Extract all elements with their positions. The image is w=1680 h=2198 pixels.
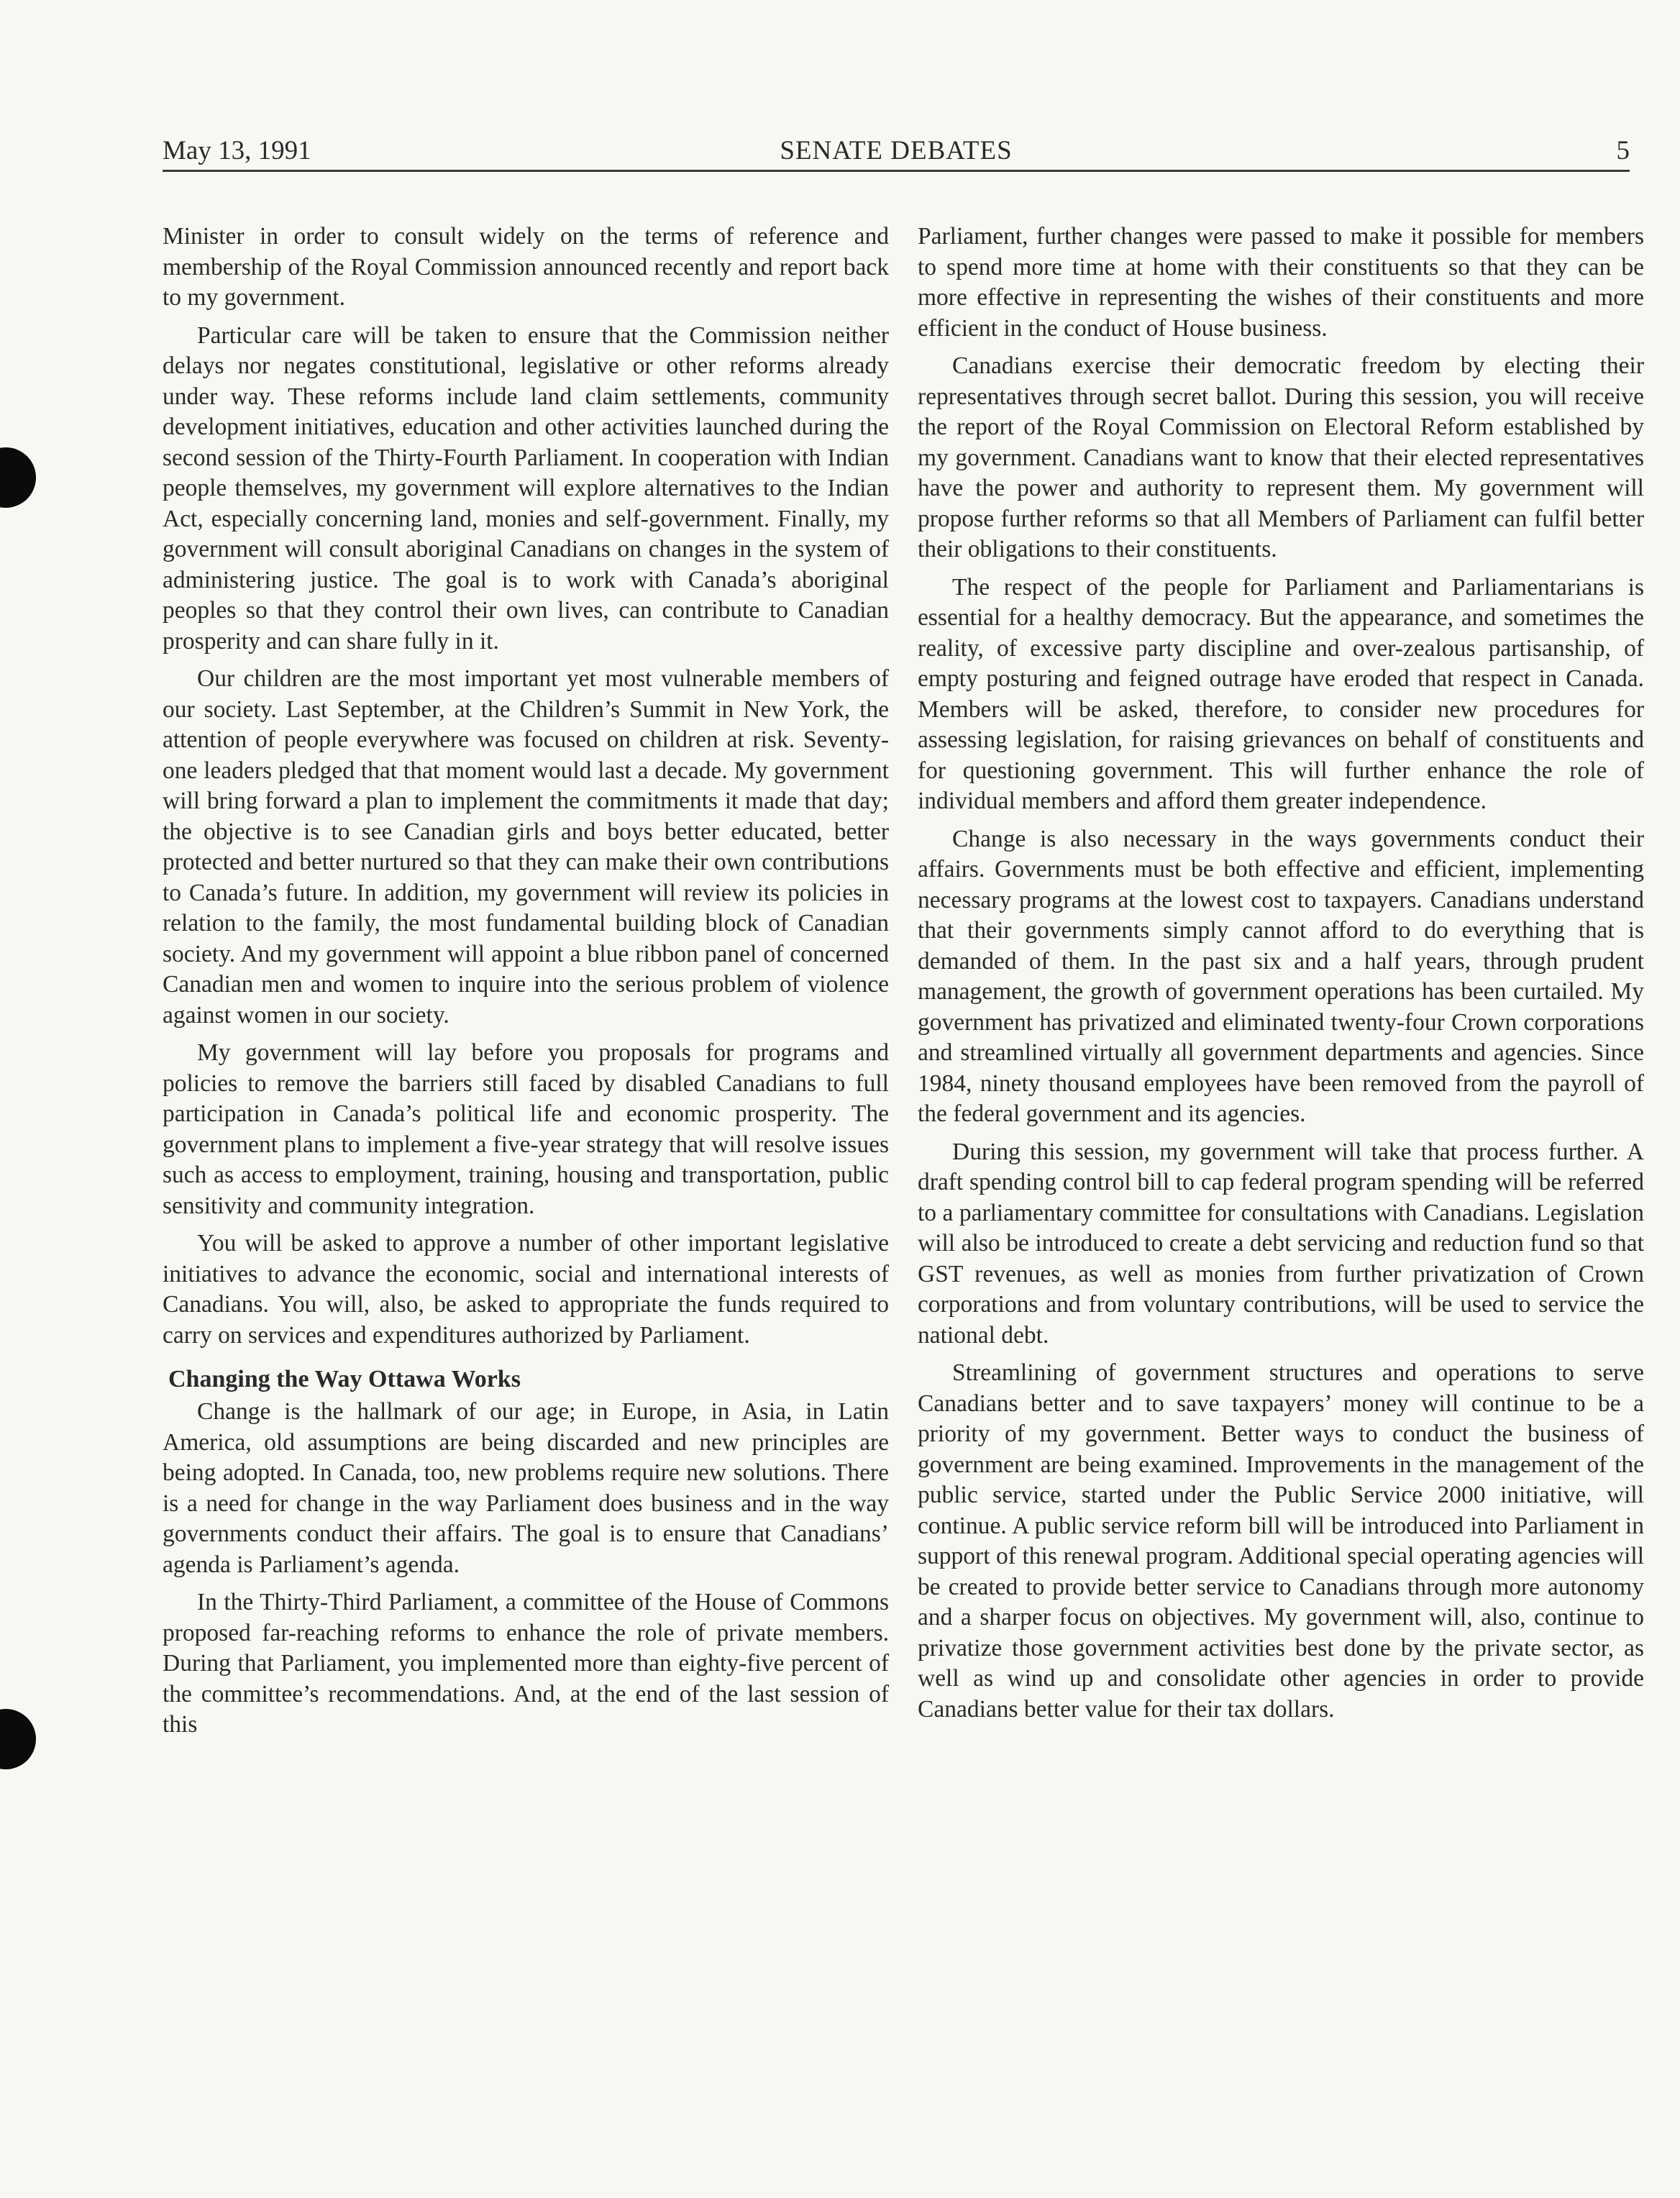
header-date: May 13, 1991	[163, 136, 311, 165]
paragraph: The respect of the people for Parliament and Parliamentarians is essential for a healthy democracy. But the appearance, and sometimes the reality, of excessive party discipline and over-zealous partisanship, of empty posturing and feigned outrage have eroded that respect in Canada. Members will be asked, therefore, to consider new procedures for assessing legislation, for raising grievances on behalf of constituents and for questioning government. This will further enhance the role of individual members and afford them greater independence.	[918, 573, 1644, 814]
paragraph: My government will lay before you proposals for programs and policies to remove the barriers still faced by disabled Canadians to full participation in Canada’s political life and economic prosperity. The government plans to implement a five-year strategy that will resolve issues such as access to employment, training, housing and transportation, public sensitivity and community integration.	[163, 1039, 889, 1219]
paragraph: Particular care will be taken to ensure that the Commission neither delays nor negates constitutional, legislative or other reforms already under way. These reforms include land claim settlements, community development initiatives, education and other activities launched during the second session of the Thirty-Fourth Parliament. In cooperation with Indian people themselves, my government will explore alternatives to the Indian Act, especially concerning land, monies and self-government. Finally, my government will consult aboriginal Canadians on changes in the system of administering justice. The goal is to work with Canada’s aboriginal peoples so that they control their own lives, can contribute to Canadian prosperity and can share fully in it.	[163, 322, 889, 655]
paragraph: Our children are the most important yet most vulnerable members of our society. Last September, at the Children’s Summit in New York, the attention of people everywhere was focused on children at risk. Seventy-one leaders pledged that that moment would last a decade. My government will bring forward a plan to implement the commitments it made that day; the objective is to see Canadian girls and boys better educated, better protected and better nurtured so that they can make their own contributions to Canada’s future. In addition, my government will review its policies in relation to the family, the most fundamental building block of Canadian society. And my government will appoint a blue ribbon panel of concerned Canadian men and women to inquire into the serious problem of violence against women in our society.	[163, 665, 889, 1029]
page-number: 5	[1616, 136, 1630, 165]
paragraph: During this session, my government will take that process further. A draft spending control bill to cap federal program spending will be referred to a parliamentary committee for consultations with Canadians. Legislation will also be introduced to create a debt servicing and reduction fund so that GST revenues, as well as monies from further privatization of Crown corporations and from voluntary contributions, will be used to service the national debt.	[918, 1138, 1644, 1349]
section-heading: Changing the Way Ottawa Works	[168, 1366, 521, 1392]
paragraph: Change is also necessary in the ways governments conduct their affairs. Governments must be both effective and efficient, implementing necessary programs at the lowest cost to taxpayers. Canadians understand that their governments simply cannot afford to do everything that is demanded of them. In the past six and a half years, through prudent management, the growth of government operations has been curtailed. My government has privatized and eliminated twenty-four Crown corporations and streamlined virtually all government departments and agencies. Since 1984, ninety thousand employees have been removed from the payroll of the federal government and its agencies.	[918, 825, 1644, 1127]
paragraph: Minister in order to consult widely on the terms of reference and membership of the Royal Commission announced recently and report back to my government.	[163, 223, 889, 311]
paragraph: Change is the hallmark of our age; in Europe, in Asia, in Latin America, old assumptions are being discarded and new principles are being adopted. In Canada, too, new problems require new solutions. There is a need for change in the way Parliament does business and in the way governments conduct their affairs. The goal is to ensure that Canadians’ agenda is Parliament’s agenda.	[163, 1398, 889, 1578]
right-column	[918, 222, 1644, 1732]
header-title: SENATE DEBATES	[780, 136, 1013, 165]
paragraph: In the Thirty-Third Parliament, a committee of the House of Commons proposed far-reaching reforms to enhance the role of private members. During that Parliament, you implemented more than eighty-five percent of the committee’s recommendations. And, at the end of the last session of this	[163, 1589, 889, 1738]
paragraph: Canadians exercise their democratic freedom by electing their representatives through secret ballot. During this session, you will receive the report of the Royal Commission on Electoral Reform established by my government. Canadians want to know that their elected representatives have the power and authority to represent them. My government will propose further reforms so that all Members of Parliament can fulfil better their obligations to their constituents.	[918, 352, 1644, 562]
paragraph: You will be asked to approve a number of other important legislative initiatives to advance the economic, social and international interests of Canadians. You will, also, be asked to appropriate the funds required to carry on services and expenditures authorized by Parliament.	[163, 1230, 889, 1349]
binder-hole-bottom	[0, 1709, 36, 1769]
paragraph: Parliament, further changes were passed to make it possible for members to spend more time at home with their constituents so that they can be more effective in representing the wishes of their constituents and more efficient in the conduct of House business.	[918, 223, 1644, 342]
left-column	[163, 222, 889, 1748]
binder-hole-top	[0, 447, 36, 508]
page-header	[163, 132, 1630, 172]
paragraph: Streamlining of government structures and operations to serve Canadians better and to save taxpayers’ money will continue to be a priority of my government. Better ways to conduct the business of government are being examined. Improvements in the management of the public service, started under the Public Service 2000 initiative, will continue. A public service reform bill will be introduced into Parliament in support of this renewal program. Additional special operating agencies will be created to provide better service to Canadians through more autonomy and a sharper focus on objectives. My government will, also, continue to privatize those government activities best done by the private sector, as well as wind up and consolidate other agencies in order to provide Canadians better value for their tax dollars.	[918, 1359, 1644, 1723]
